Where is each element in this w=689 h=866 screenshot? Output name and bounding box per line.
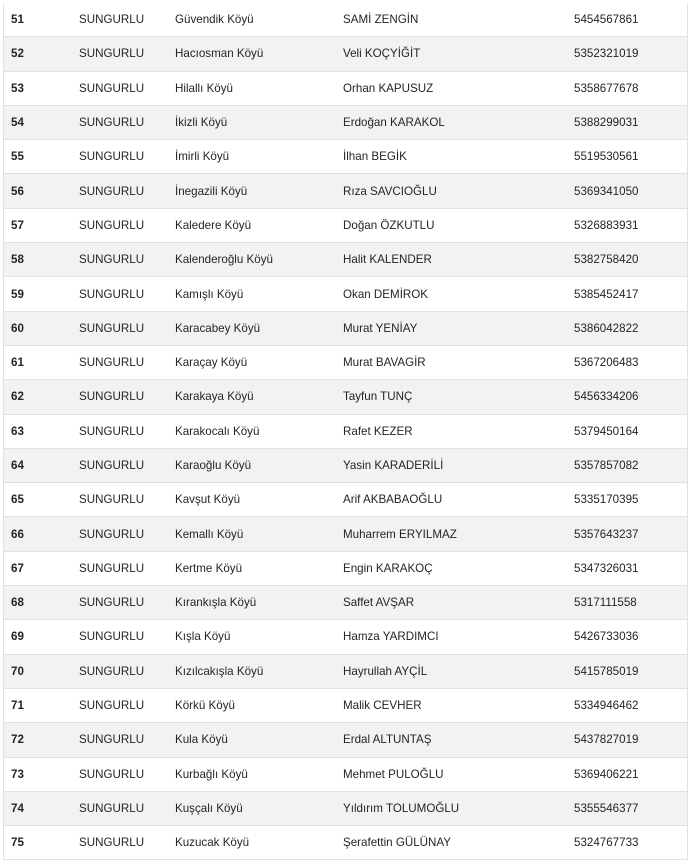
village-cell: Kalenderoğlu Köyü [168,243,336,277]
district-cell: SUNGURLU [79,13,145,27]
village-cell: Kemallı Köyü [168,517,336,551]
district-cell: SUNGURLU [71,71,168,105]
table-row [4,757,687,791]
table-row [4,723,687,757]
phone-number-cell: 5367206483 [567,345,687,379]
row-number-cell: 75 [4,826,71,860]
headman-name-cell: Saffet AVŞAR [336,586,567,620]
district-cell: SUNGURLU [71,586,168,620]
phone-number-cell: 5334946462 [567,688,687,722]
table-row [4,380,687,414]
table-row [4,71,687,105]
row-number-cell: 63 [4,414,71,448]
row-number-cell: 55 [4,140,71,174]
district-cell: SUNGURLU [71,208,168,242]
village-cell: Kuşçalı Köyü [168,791,336,825]
row-number-cell: 64 [4,448,71,482]
village-cell: Kırankışla Köyü [168,586,336,620]
village-cell: Kula Köyü [168,723,336,757]
table-row [4,586,687,620]
table-row [4,105,687,139]
phone-number-cell: 5357857082 [567,448,687,482]
village-cell: Karaoğlu Köyü [168,448,336,482]
table-row [4,208,687,242]
village-cell: Karaçay Köyü [168,345,336,379]
district-cell: SUNGURLU [71,723,168,757]
table-row [4,414,687,448]
headman-name-cell: Malik CEVHER [336,688,567,722]
phone-number-cell: 5379450164 [567,414,687,448]
row-number-cell: 53 [4,71,71,105]
phone-number-cell: 5369406221 [567,757,687,791]
phone-number-cell: 5324767733 [567,826,687,860]
district-cell: SUNGURLU [71,140,168,174]
headman-name-cell: Engin KARAKOÇ [336,551,567,585]
row-number-cell: 62 [4,380,71,414]
phone-number-cell: 5519530561 [567,140,687,174]
table-row [4,551,687,585]
village-cell: Kertme Köyü [168,551,336,585]
village-cell: Kavşut Köyü [168,483,336,517]
phone-number-cell: 5456334206 [567,380,687,414]
row-number-cell: 69 [4,620,71,654]
phone-number-cell: 5382758420 [567,243,687,277]
district-cell: SUNGURLU [71,654,168,688]
village-cell: Karacabey Köyü [168,311,336,345]
table-row [4,174,687,208]
district-cell: SUNGURLU [71,37,168,71]
phone-number-cell: 5358677678 [567,71,687,105]
district-cell: SUNGURLU [71,791,168,825]
headman-name-cell: Mehmet PULOĞLU [336,757,567,791]
headman-name-cell: Rafet KEZER [336,414,567,448]
village-cell: Güvendik Köyü [175,13,254,27]
row-number-cell: 74 [4,791,71,825]
village-cell: İnegazili Köyü [168,174,336,208]
headman-name-cell: Erdoğan KARAKOL [336,105,567,139]
village-cell: Karakaya Köyü [168,380,336,414]
table-row [4,483,687,517]
table-row [4,311,687,345]
row-number-cell: 57 [4,208,71,242]
village-headmen-table-container [3,3,688,860]
phone-number-cell: 5454567861 [574,13,639,27]
table-row [4,791,687,825]
village-cell: Kaledere Köyü [168,208,336,242]
district-cell: SUNGURLU [71,380,168,414]
village-cell: Hilallı Köyü [168,71,336,105]
village-cell: Körkü Köyü [168,688,336,722]
table-row [4,448,687,482]
headman-name-cell: Muharrem ERYILMAZ [336,517,567,551]
table-row [4,654,687,688]
row-number-cell: 68 [4,586,71,620]
headman-name-cell: Okan DEMİROK [336,277,567,311]
phone-number-cell: 5388299031 [567,105,687,139]
district-cell: SUNGURLU [71,277,168,311]
headman-name-cell: Orhan KAPUSUZ [336,71,567,105]
village-cell: Kuzucak Köyü [168,826,336,860]
row-number-cell: 72 [4,723,71,757]
table-row [4,517,687,551]
district-cell: SUNGURLU [71,483,168,517]
phone-number-cell: 5352321019 [567,37,687,71]
table-row [4,345,687,379]
village-headmen-table [4,3,687,859]
phone-number-cell: 5386042822 [567,311,687,345]
table-row [4,37,687,71]
phone-number-cell: 5369341050 [567,174,687,208]
village-cell: Karakocalı Köyü [168,414,336,448]
headman-name-cell: Murat BAVAGİR [336,345,567,379]
table-row [4,243,687,277]
row-number-cell: 51 [11,13,24,27]
district-cell: SUNGURLU [71,448,168,482]
village-cell: Kışla Köyü [168,620,336,654]
row-number-cell: 67 [4,551,71,585]
headman-name-cell: Şerafettin GÜLÜNAY [336,826,567,860]
district-cell: SUNGURLU [71,826,168,860]
headman-name-cell: Doğan ÖZKUTLU [336,208,567,242]
district-cell: SUNGURLU [71,105,168,139]
row-number-cell: 59 [4,277,71,311]
table-row [4,140,687,174]
village-cell: İkizli Köyü [168,105,336,139]
table-row [4,688,687,722]
village-cell: İmirli Köyü [168,140,336,174]
district-cell: SUNGURLU [71,688,168,722]
village-cell: Kızılcakışla Köyü [168,654,336,688]
headman-name-cell: Hamza YARDIMCI [336,620,567,654]
phone-number-cell: 5347326031 [567,551,687,585]
table-row [4,277,687,311]
headman-name-cell: Hayrullah AYÇİL [336,654,567,688]
row-number-cell: 71 [4,688,71,722]
row-number-cell: 58 [4,243,71,277]
district-cell: SUNGURLU [71,414,168,448]
district-cell: SUNGURLU [71,517,168,551]
table-row [4,620,687,654]
phone-number-cell: 5326883931 [567,208,687,242]
phone-number-cell: 5437827019 [567,723,687,757]
row-number-cell: 61 [4,345,71,379]
headman-name-cell: Murat YENİAY [336,311,567,345]
district-cell: SUNGURLU [71,345,168,379]
row-number-cell: 65 [4,483,71,517]
phone-number-cell: 5385452417 [567,277,687,311]
table-body [4,3,687,859]
headman-name-cell: SAMİ ZENGİN [343,13,419,27]
district-cell: SUNGURLU [71,243,168,277]
row-number-cell: 56 [4,174,71,208]
phone-number-cell: 5335170395 [567,483,687,517]
headman-name-cell: Arif AKBABAOĞLU [336,483,567,517]
phone-number-cell: 5415785019 [567,654,687,688]
headman-name-cell: Halit KALENDER [336,243,567,277]
village-cell: Kurbağlı Köyü [168,757,336,791]
table-row [4,3,687,37]
row-number-cell: 73 [4,757,71,791]
district-cell: SUNGURLU [71,174,168,208]
village-cell: Kamışlı Köyü [168,277,336,311]
district-cell: SUNGURLU [71,620,168,654]
row-number-cell: 60 [4,311,71,345]
headman-name-cell: Tayfun TUNÇ [336,380,567,414]
district-cell: SUNGURLU [71,757,168,791]
row-number-cell: 54 [4,105,71,139]
headman-name-cell: Rıza SAVCIOĞLU [336,174,567,208]
phone-number-cell: 5355546377 [567,791,687,825]
district-cell: SUNGURLU [71,311,168,345]
phone-number-cell: 5426733036 [567,620,687,654]
headman-name-cell: Yasin KARADERİLİ [336,448,567,482]
row-number-cell: 66 [4,517,71,551]
headman-name-cell: İlhan BEGİK [336,140,567,174]
phone-number-cell: 5317111558 [567,586,687,620]
row-number-cell: 52 [4,37,71,71]
row-number-cell: 70 [4,654,71,688]
table-row [4,826,687,860]
phone-number-cell: 5357643237 [567,517,687,551]
headman-name-cell: Yıldırım TOLUMOĞLU [336,791,567,825]
headman-name-cell: Veli KOÇYİĞİT [336,37,567,71]
district-cell: SUNGURLU [71,551,168,585]
village-cell: Hacıosman Köyü [168,37,336,71]
headman-name-cell: Erdal ALTUNTAŞ [336,723,567,757]
